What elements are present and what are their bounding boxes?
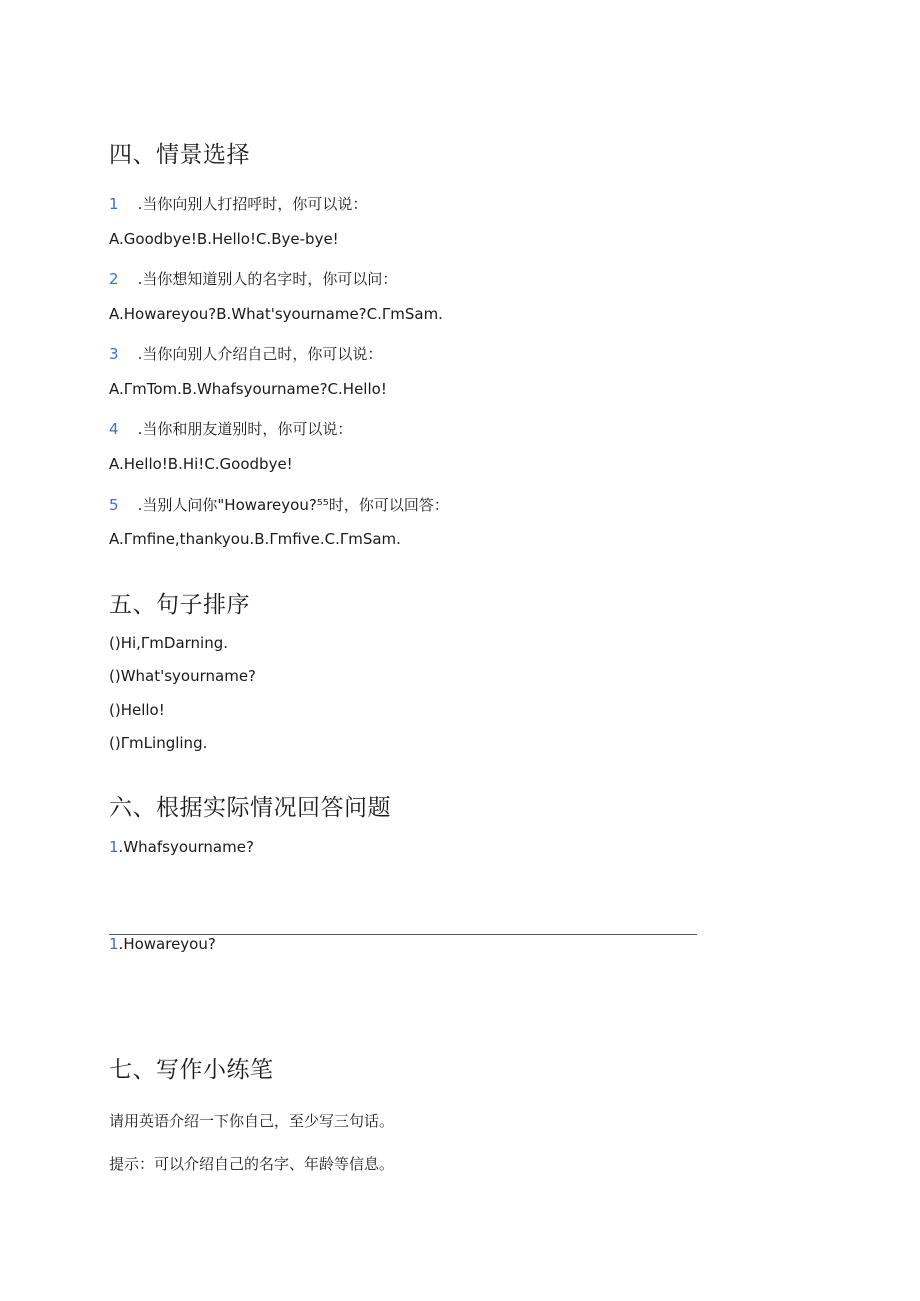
answer-question-2 [109,935,216,953]
question-5 [109,494,449,515]
answer-question-1 [109,838,254,856]
question-3 [109,343,382,364]
question-4-options: A.Hello!B.Hi!C.Goodbye! [109,455,293,473]
question-number: 2 [109,270,119,288]
question-number: 3 [109,345,119,363]
question-1-options: A.Goodbye!B.Hello!C.Bye-bye! [109,230,339,248]
question-2-options: A.Howareyou?B.What'syourname?C.ΓmSam. [109,305,443,323]
question-text: .当你向别人介绍自己时，你可以说： [137,345,383,363]
question-number: 4 [109,420,119,438]
question-number: 1 [109,838,119,856]
question-number: 5 [109,496,119,514]
writing-instruction: 请用英语介绍一下你自己，至少写三句话。 [109,1112,395,1130]
question-1 [109,193,367,214]
question-2 [109,268,397,289]
section6-title: 六、根据实际情况回答问题 [109,795,391,821]
ordering-item: ()What'syourname? [109,667,257,685]
question-4 [109,418,352,439]
ordering-item: ()ΓmLingling. [109,734,208,752]
question-text: .Whafsyourname? [118,838,254,856]
question-3-options: A.ΓmTom.B.Whafsyourname?C.Hello! [109,380,387,398]
question-number: 1 [109,195,119,213]
question-text: .当你想知道别人的名字时，你可以问： [137,270,398,288]
section4-title: 四、情景选择 [109,142,250,168]
question-number: 1 [109,935,119,953]
ordering-item: ()Hi,ΓmDarning. [109,634,229,652]
ordering-item: ()Hello! [109,701,165,719]
question-text: .当别人问你"Howareyou?⁵⁵时，你可以回答： [137,496,449,514]
question-text: .Howareyou? [118,935,216,953]
question-5-options: A.Γmfine,thankyou.B.Γmfive.C.ΓmSam. [109,530,401,548]
writing-hint: 提示：可以介绍自己的名字、年龄等信息。 [109,1155,395,1173]
question-text: .当你和朋友道别时，你可以说： [137,420,353,438]
question-text: .当你向别人打招呼时，你可以说： [137,195,368,213]
section7-title: 七、写作小练笔 [109,1057,274,1083]
section5-title: 五、句子排序 [109,592,250,618]
